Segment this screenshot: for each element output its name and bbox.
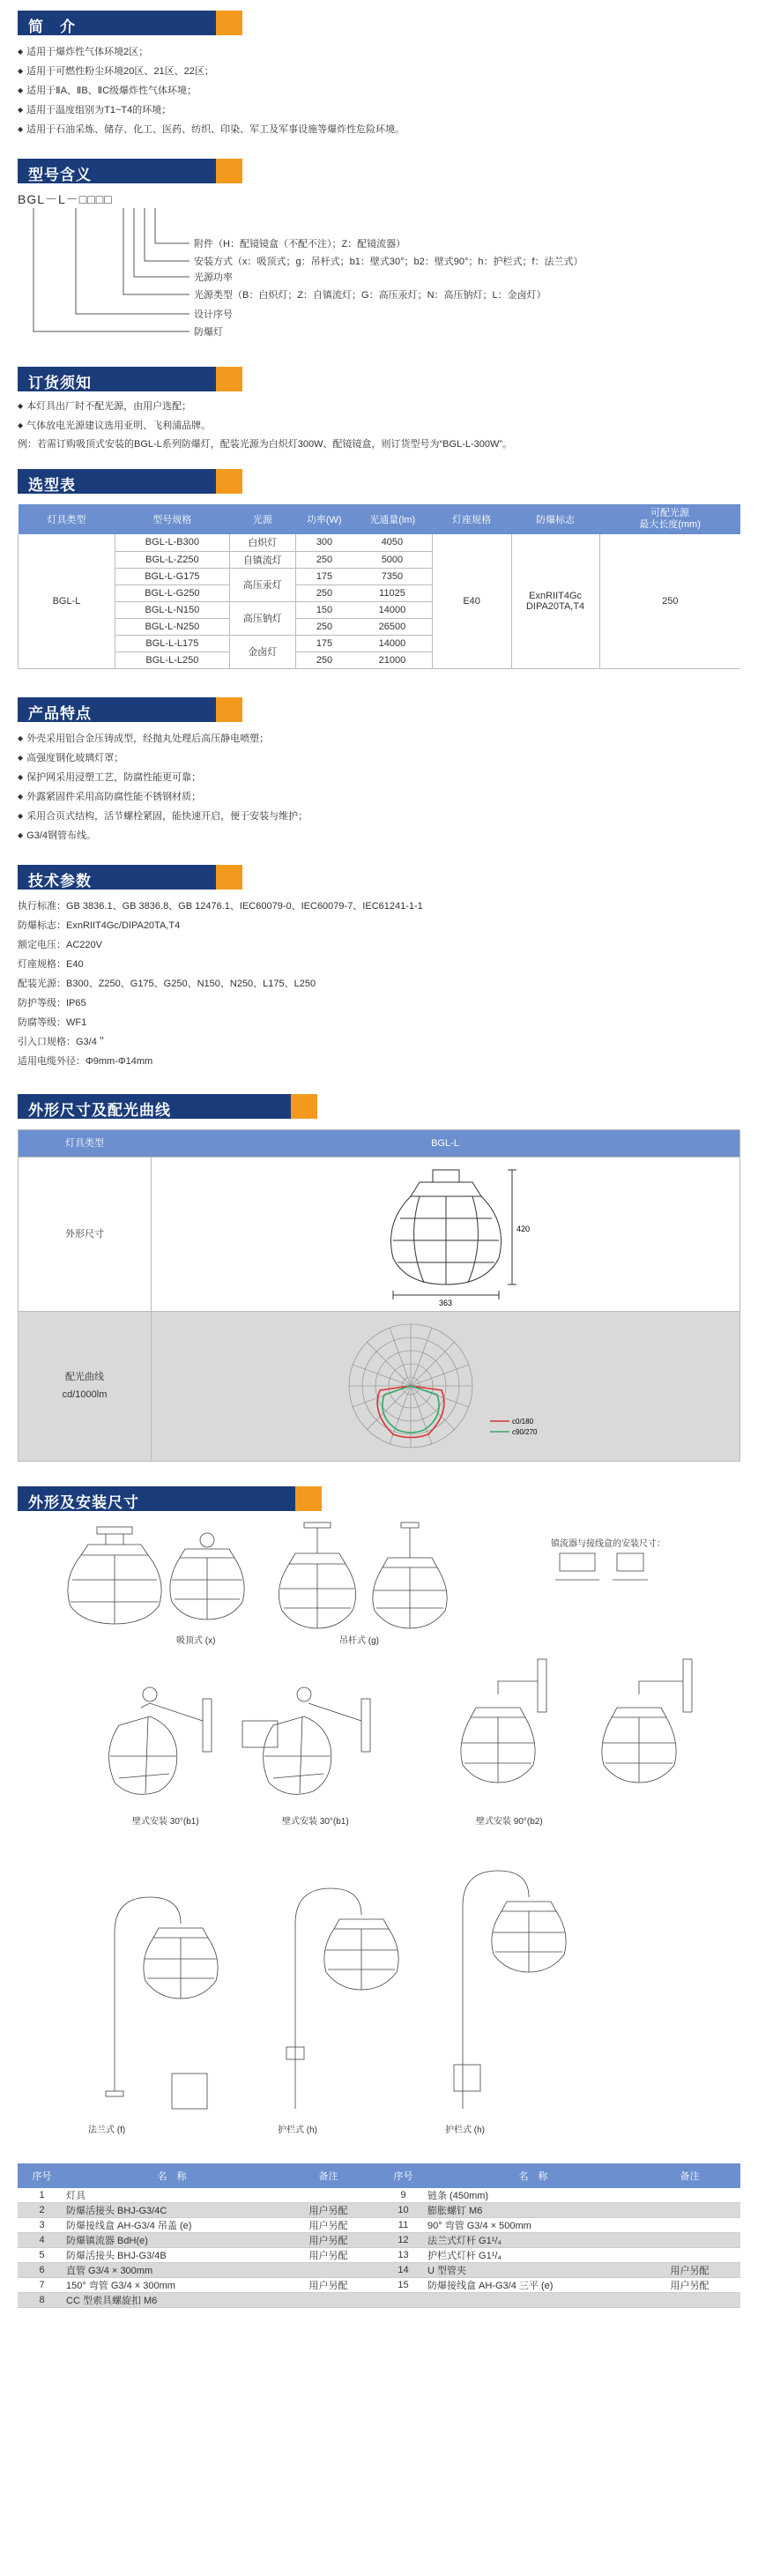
cell-name: 法兰式灯杆 G1¹/₄ <box>427 2232 639 2247</box>
section-title: 技术参数 <box>18 865 216 890</box>
cell-power: 175 <box>295 635 353 651</box>
list-item: ◆ 高强度钢化玻璃灯罩； <box>18 748 740 768</box>
section-intro-header <box>18 11 740 35</box>
caption-wall90: 壁式安装 90°(b2) <box>476 1816 543 1827</box>
model-label: 防爆灯 <box>194 327 223 338</box>
model-label: 设计序号 <box>194 309 233 320</box>
cell-socket: E40 <box>432 534 511 668</box>
cell-name: U 型管夹 <box>427 2262 639 2277</box>
cell-flux: 7350 <box>353 568 432 584</box>
spec-line: 额定电压：AC220V <box>18 939 102 950</box>
spec-line: 灯座规格：E40 <box>18 958 84 970</box>
cell-name: 膨胀螺钉 M6 <box>427 2202 639 2217</box>
cell-no: 11 <box>379 2217 427 2232</box>
list-item: ◆ 适用于可燃性粉尘环境20区、21区、22区； <box>18 62 740 81</box>
cell-note <box>278 2292 379 2307</box>
cell-power: 250 <box>295 651 353 668</box>
cell-no: 6 <box>18 2262 66 2277</box>
cell-no: 5 <box>18 2247 66 2262</box>
cell-name: 90° 弯管 G3/4 × 500mm <box>427 2217 639 2232</box>
spec-line: 防腐等级：WF1 <box>18 1016 87 1028</box>
cell-no: 13 <box>379 2247 427 2262</box>
shape-table-header <box>19 1130 739 1157</box>
cell-flux: 4050 <box>353 534 432 551</box>
cell-name: 直管 G3/4 × 300mm <box>66 2262 278 2277</box>
model-diagram <box>18 190 740 367</box>
cell-no: 8 <box>18 2292 66 2307</box>
table-row <box>18 2247 740 2262</box>
polar-legend: c0/180 <box>511 1418 533 1426</box>
cell-power: 250 <box>295 584 353 601</box>
accent-bar <box>216 697 242 722</box>
spec-line: 执行标准：GB 3836.1、GB 3836.8、GB 12476.1、IEC60079-0、IEC60079-7、IEC61241-1-1 <box>18 900 423 912</box>
accent-bar <box>295 1486 322 1511</box>
cell-no: 14 <box>379 2262 427 2277</box>
cell-note: 用户另配 <box>278 2277 379 2292</box>
cell-model: BGL-L-N250 <box>115 618 229 635</box>
accent-bar <box>216 367 242 391</box>
list-item: ◆ 外壳采用铝合金压铸成型，经抛丸处理后高压静电喷塑； <box>18 729 740 748</box>
cell-note: 用户另配 <box>278 2217 379 2232</box>
section-title: 外形及安装尺寸 <box>18 1486 295 1511</box>
cell-mark <box>511 534 599 668</box>
spec-line: 适用电缆外径：Φ9mm-Φ14mm <box>18 1055 153 1067</box>
dim-width: 363 <box>438 1299 452 1307</box>
section-shape-header <box>18 1094 740 1119</box>
cell-flux: 5000 <box>353 551 432 568</box>
polar-legend: c90/270 <box>511 1428 537 1436</box>
cell-model: BGL-L-B300 <box>115 534 229 551</box>
row-label: 外形尺寸 <box>65 1228 104 1240</box>
table-header: 灯具类型 <box>19 504 115 534</box>
cell-no: 7 <box>18 2277 66 2292</box>
section-title: 型号含义 <box>18 159 216 183</box>
caption-flange: 法兰式 (f) <box>88 2125 126 2135</box>
caption-note: 镇流器与接线盒的安装尺寸： <box>551 1538 665 1549</box>
caption-pendant: 吊杆式 (g) <box>339 1635 379 1646</box>
polar-chart-cell <box>151 1312 739 1461</box>
cell-note: 用户另配 <box>639 2262 740 2277</box>
cell-no: 12 <box>379 2232 427 2247</box>
table-header: 名 称 <box>427 2163 639 2188</box>
caption-wall30: 壁式安装 30°(b1) <box>132 1816 199 1827</box>
section-order-header <box>18 367 740 391</box>
list-item: ◆ 适用于石油采炼、储存、化工、医药、纺织、印染、军工及军事设施等爆炸性危险环境。 <box>18 120 740 139</box>
section-title: 选型表 <box>18 469 216 494</box>
cell-source: 金卤灯 <box>229 635 295 668</box>
features-list <box>18 729 740 845</box>
spec-line: 配装光源：B300、Z250、G175、G250、N150、N250、L175、L250 <box>18 978 316 989</box>
polar-curve-chart <box>314 1315 578 1456</box>
section-features-header <box>18 697 740 722</box>
cell-no: 15 <box>379 2277 427 2292</box>
cell-name: 护栏式灯杆 G1¹/₄ <box>427 2247 639 2262</box>
cell-name: 防爆接线盒 AH-G3/4 吊盖 (e) <box>66 2217 278 2232</box>
spec-line: 防爆标志：ExnRIIT4Gc/DIPA20TA,T4 <box>18 919 181 931</box>
section-title: 订货须知 <box>18 367 216 391</box>
cell-flux: 14000 <box>353 601 432 618</box>
table-row <box>18 2232 740 2247</box>
cell-name: 防爆活接头 BHJ-G3/4B <box>66 2247 278 2262</box>
list-item: ◆ 适用于温度组别为T1~T4的环境； <box>18 101 740 120</box>
cell-note <box>278 2262 379 2277</box>
cell-model: BGL-L-L175 <box>115 635 229 651</box>
table-row <box>18 2202 740 2217</box>
table-header: 功率(W) <box>295 504 353 534</box>
table-header: 灯具类型 <box>65 1137 104 1149</box>
model-label: 光源类型（B：白炽灯；Z：自镇流灯；G：高压汞灯；N：高压钠灯；L：金卤灯） <box>194 290 546 301</box>
cell-model: BGL-L-N150 <box>115 601 229 618</box>
cell-note <box>639 2292 740 2307</box>
cell-note: 用户另配 <box>639 2277 740 2292</box>
cell-note <box>639 2247 740 2262</box>
install-drawing-set <box>18 1518 740 2188</box>
cell-note <box>278 2188 379 2203</box>
cell-flux: 26500 <box>353 618 432 635</box>
intro-list <box>18 42 740 139</box>
section-title: 产品特点 <box>18 697 216 722</box>
page <box>0 11 758 2576</box>
section-title: 外形尺寸及配光曲线 <box>18 1094 291 1119</box>
shape-row <box>19 1157 739 1311</box>
cell-note: 用户另配 <box>278 2247 379 2262</box>
install-drawings <box>18 1518 740 2188</box>
cell-power: 250 <box>295 551 353 568</box>
table-header: 备注 <box>278 2163 379 2188</box>
cell-power: 300 <box>295 534 353 551</box>
cell-flux: 14000 <box>353 635 432 651</box>
selection-table <box>18 504 740 669</box>
row-label <box>19 1312 151 1461</box>
cell-power: 175 <box>295 568 353 584</box>
cell-flux: 11025 <box>353 584 432 601</box>
model-lines <box>18 190 740 367</box>
table-row <box>18 2188 740 2203</box>
list-item: ◆ 适用于ⅡA、ⅡB、ⅡC级爆炸性气体环境； <box>18 81 740 101</box>
accent-bar <box>216 865 242 890</box>
accent-bar <box>291 1094 317 1119</box>
caption-guardrail: 护栏式 (h) <box>278 2125 317 2135</box>
cell-note <box>639 2202 740 2217</box>
cell-name: 链条 (450mm) <box>427 2188 639 2203</box>
cell-no: 10 <box>379 2202 427 2217</box>
cell-name: 防爆接线盒 AH-G3/4 三平 (e) <box>427 2277 639 2292</box>
shape-drawing-cell <box>151 1158 739 1311</box>
cell-no <box>379 2292 427 2307</box>
cell-name <box>427 2292 639 2307</box>
cell-model: BGL-L-Z250 <box>115 551 229 568</box>
table-row <box>19 534 741 551</box>
spec-line: 引入口规格：G3/4＂ <box>18 1036 107 1047</box>
cell-no: 2 <box>18 2202 66 2217</box>
cell-name: 150° 弯管 G3/4 × 300mm <box>66 2277 278 2292</box>
caption-ceiling: 吸顶式 (x) <box>176 1635 216 1646</box>
cell-note <box>639 2188 740 2203</box>
mark-line: ExnRIIT4Gc <box>529 590 583 601</box>
table-row <box>18 2277 740 2292</box>
table-header: 光源 <box>229 504 295 534</box>
list-item: ◆ 气体放电光源建议选用亚明、飞利浦品牌。 <box>18 416 740 436</box>
table-row <box>18 2217 740 2232</box>
shape-table <box>18 1129 740 1462</box>
section-selection-header <box>18 469 740 494</box>
order-list <box>18 397 740 436</box>
cell-note: 用户另配 <box>278 2202 379 2217</box>
cell-no: 4 <box>18 2232 66 2247</box>
cell-source: 自镇流灯 <box>229 551 295 568</box>
table-row <box>18 2292 740 2307</box>
cell-flux: 21000 <box>353 651 432 668</box>
cell-source: 白炽灯 <box>229 534 295 551</box>
model-label: 安装方式（x：吸顶式；g：吊杆式；b1：壁式30°；b2：壁式90°；h：护栏式；f：法兰式） <box>194 257 583 267</box>
cell-name: CC 型索具螺旋扣 M6 <box>66 2292 278 2307</box>
table-header: 防爆标志 <box>511 504 599 534</box>
list-item: ◆ 保护网采用浸塑工艺，防腐性能更可靠； <box>18 768 740 787</box>
cell-model: BGL-L-L250 <box>115 651 229 668</box>
row-label-line: 配光曲线 <box>65 1372 104 1382</box>
cell-model: BGL-L-G175 <box>115 568 229 584</box>
list-item: ◆ 外露紧固件采用高防腐性能不锈钢材质； <box>18 787 740 807</box>
lamp-outline-drawing <box>358 1161 534 1307</box>
order-example: 例：若需订购吸顶式安装的BGL-L系列防爆灯，配装光源为白炽灯300W、配镜镜盒，则订货型号为“BGL-L-300W”。 <box>18 439 513 450</box>
model-code: BGL－L－□□□□ <box>18 192 113 206</box>
table-header: 光通量(lm) <box>353 504 432 534</box>
section-model-header <box>18 159 740 183</box>
cell-no: 3 <box>18 2217 66 2232</box>
accent-bar <box>216 11 242 35</box>
dim-height: 420 <box>516 1225 530 1233</box>
cell-source: 高压钠灯 <box>229 601 295 635</box>
table-header: 序号 <box>379 2163 427 2188</box>
list-item: ◆ G3/4钢管布线。 <box>18 826 740 845</box>
cell-no: 1 <box>18 2188 66 2203</box>
table-header: 序号 <box>18 2163 66 2188</box>
section-install-header <box>18 1486 740 1511</box>
cell-name: 防爆镇流器 BdH(e) <box>66 2232 278 2247</box>
table-header: BGL-L <box>431 1137 459 1149</box>
table-row <box>18 2262 740 2277</box>
model-label: 光源功率 <box>194 272 233 283</box>
caption-wall30-b: 壁式安装 30°(b1) <box>282 1816 349 1827</box>
polar-row <box>19 1311 739 1461</box>
model-label: 附件（H：配镜镜盒（不配不注）；Z：配镜流器） <box>194 239 406 249</box>
specs-list <box>18 897 740 1071</box>
cell-note <box>639 2232 740 2247</box>
cell-note <box>639 2217 740 2232</box>
cell-model: BGL-L-G250 <box>115 584 229 601</box>
table-header: 备注 <box>639 2163 740 2188</box>
cell-source: 高压汞灯 <box>229 568 295 601</box>
cell-name: 防爆活接头 BHJ-G3/4C <box>66 2202 278 2217</box>
cell-no: 9 <box>379 2188 427 2203</box>
table-header: 可配光源 最大长度(mm) <box>599 504 740 534</box>
table-header: 灯座规格 <box>432 504 511 534</box>
spec-line: 防护等级：IP65 <box>18 997 86 1009</box>
caption-guardrail-2: 护栏式 (h) <box>445 2125 485 2135</box>
accent-bar <box>216 159 242 183</box>
table-header: 名 称 <box>66 2163 278 2188</box>
list-item: ◆ 采用合页式结构，活节螺栓紧固，能快速开启，便于安装与维护； <box>18 807 740 826</box>
cell-power: 150 <box>295 601 353 618</box>
table-header-row <box>19 504 741 534</box>
section-title: 简 介 <box>18 11 216 35</box>
accent-bar <box>216 469 242 494</box>
list-item: ◆ 适用于爆炸性气体环境2区； <box>18 42 740 62</box>
lamp-type: BGL-L <box>19 534 115 668</box>
list-item: ◆ 本灯具出厂时不配光源，由用户选配； <box>18 397 740 416</box>
row-label-line: cd/1000lm <box>62 1389 108 1400</box>
section-specs-header <box>18 865 740 890</box>
cell-note: 用户另配 <box>278 2232 379 2247</box>
cell-name: 灯具 <box>66 2188 278 2203</box>
cell-power: 250 <box>295 618 353 635</box>
cell-maxlen: 250 <box>599 534 740 668</box>
mark-line: DIPA20TA,T4 <box>525 600 585 612</box>
table-header: 型号规格 <box>115 504 229 534</box>
